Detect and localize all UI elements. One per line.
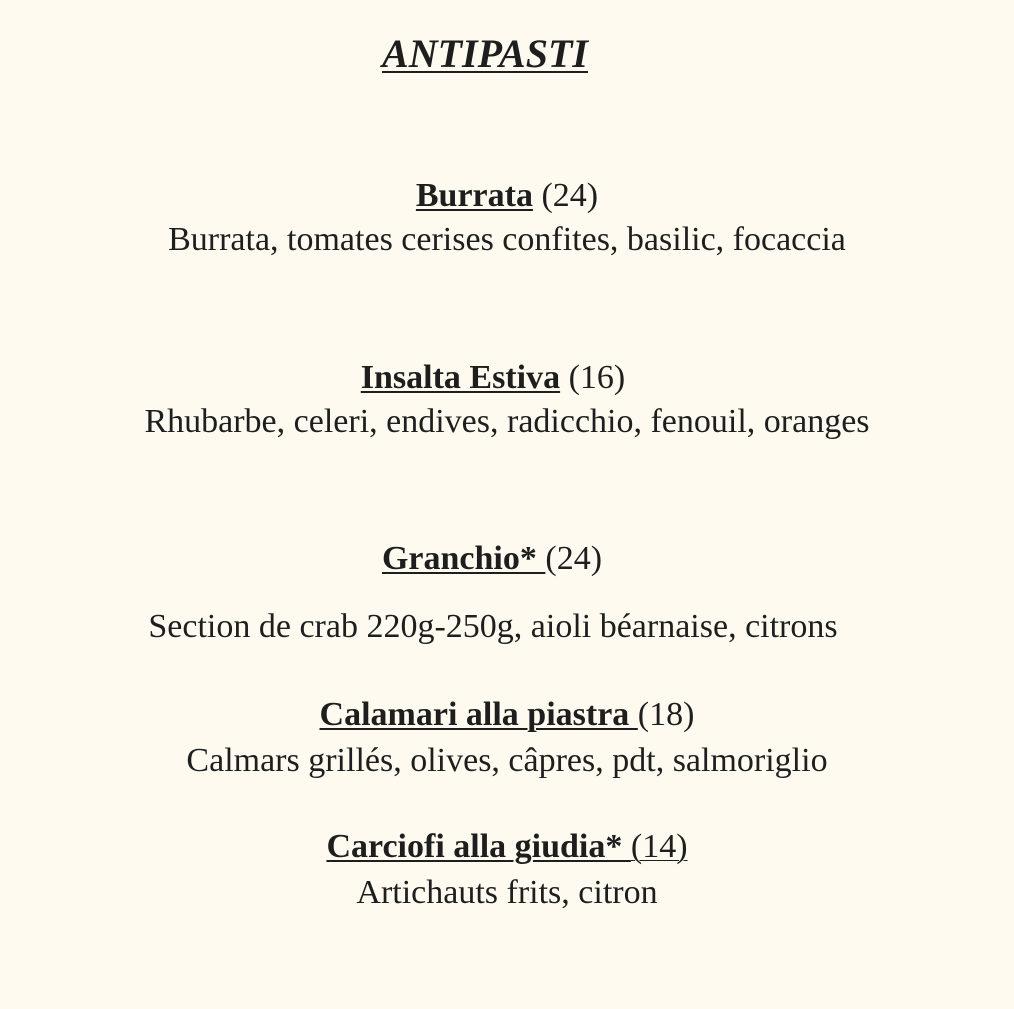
dish-price: (24): [541, 177, 599, 214]
dish-name: Carciofi alla giudia*: [326, 828, 631, 865]
dish-description: Rhubarbe, celeri, endives, radicchio, fenouil, oranges: [144, 403, 870, 440]
dish-name: Granchio*: [381, 540, 546, 577]
dish-price: (16): [568, 359, 626, 396]
dish-description: Calmars grillés, olives, câpres, pdt, salmoriglio: [186, 742, 828, 779]
dish-heading: [0, 176, 1014, 216]
dish-price: (18): [637, 696, 695, 733]
dish-description: Artichauts frits, citron: [356, 874, 658, 911]
dish-heading: [0, 358, 1014, 398]
dish-name: Burrata: [415, 177, 533, 214]
dish-description: Section de crab 220g-250g, aioli béarnaise, citrons: [148, 608, 838, 645]
dish-name: Insalta Estiva: [360, 359, 561, 396]
menu-item-insalata-estiva: [0, 358, 1014, 442]
dish-description: Burrata, tomates cerises confites, basilic, focaccia: [168, 221, 846, 258]
dish-heading: [0, 695, 1014, 735]
menu-item-burrata: [0, 176, 1014, 260]
dish-heading: [0, 539, 1014, 579]
menu-item-carciofi: [0, 827, 1014, 913]
dish-heading: [0, 827, 1014, 867]
menu-item-granchio: [0, 539, 1014, 647]
menu-item-calamari: [0, 695, 1014, 781]
menu-title: ANTIPASTI: [382, 31, 588, 76]
dish-price: (14): [630, 828, 688, 865]
dish-price: (24): [545, 540, 603, 577]
dish-name: Calamari alla piastra: [319, 696, 638, 733]
